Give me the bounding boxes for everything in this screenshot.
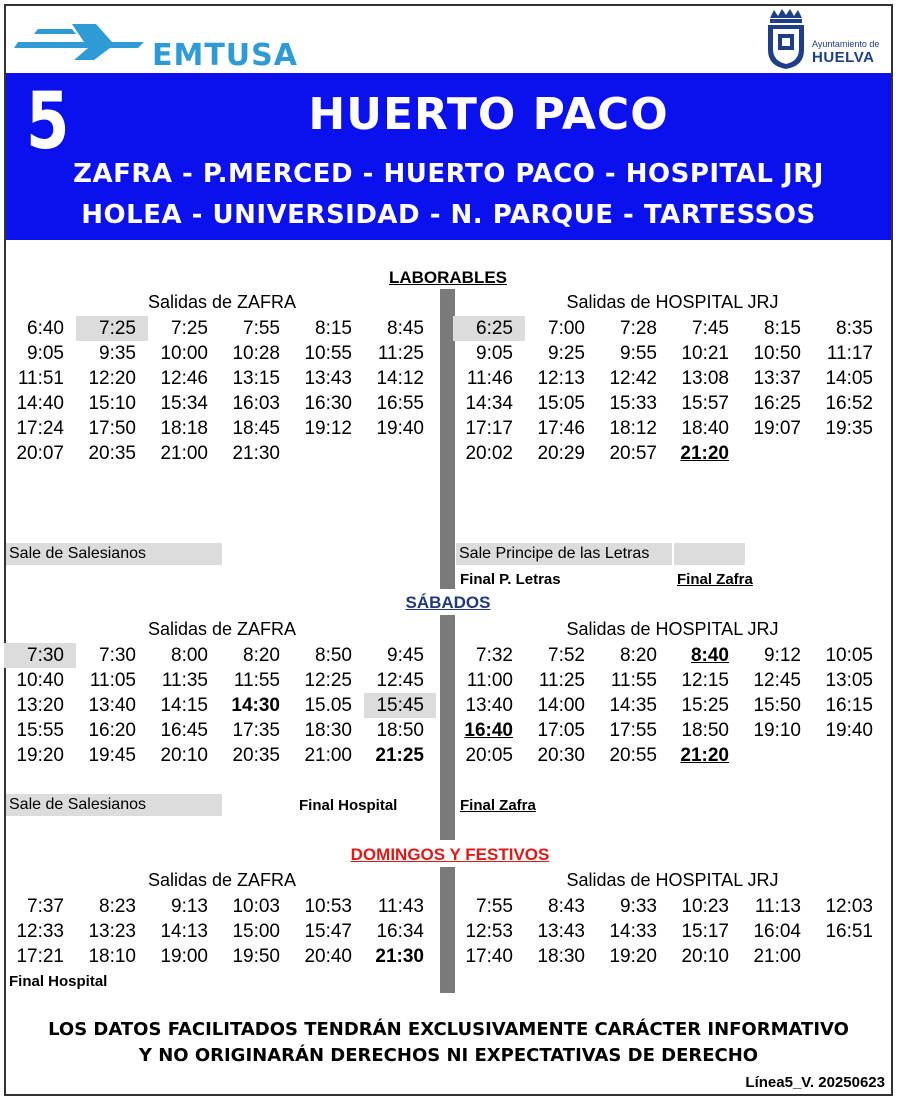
domingos-zafra-times: [4, 894, 436, 969]
departure-time: 8:20: [243, 645, 280, 666]
departure-time: 11:55: [610, 670, 657, 691]
departure-time: 13:23: [88, 921, 136, 942]
departure-time: 21:20: [680, 443, 729, 464]
departure-time: 9:45: [387, 645, 424, 666]
departure-time: 18:30: [304, 720, 352, 741]
departure-time: 8:15: [764, 318, 801, 339]
departure-time: 15:57: [681, 393, 729, 414]
disclaimer-line-1: LOS DATOS FACILITADOS TENDRÁN EXCLUSIVAMENTE CARÁCTER INFORMATIVO: [48, 1019, 849, 1040]
departure-time: 10:55: [304, 343, 352, 364]
departure-time: 13:40: [465, 695, 513, 716]
departure-time: 17:40: [465, 946, 513, 967]
departure-time: 18:45: [232, 418, 280, 439]
departure-time: 9:25: [548, 343, 585, 364]
departure-time: 15:50: [753, 695, 801, 716]
departure-time: 8:00: [171, 645, 208, 666]
departure-time: 15:25: [681, 695, 729, 716]
hospital-departures-title: Salidas de HOSPITAL JRJ: [566, 619, 779, 639]
departure-time: 20:05: [465, 745, 513, 766]
departure-time: 13:40: [88, 695, 136, 716]
departure-time: 18:18: [160, 418, 208, 439]
note-principe-letras: Sale Principe de las Letras: [456, 543, 672, 565]
departure-time: 15:55: [16, 720, 64, 741]
departure-time: 19:40: [825, 720, 873, 741]
departure-time: 9:12: [764, 645, 801, 666]
departure-time: 13:08: [681, 368, 729, 389]
departure-time: 13:20: [16, 695, 64, 716]
final-zafra-sabados: Final Zafra: [460, 797, 536, 814]
departure-time: 19:12: [304, 418, 352, 439]
departure-time: 12:15: [681, 670, 729, 691]
laborables-zafra-times: [4, 316, 436, 466]
departure-time: 9:55: [620, 343, 657, 364]
line-banner: [6, 73, 891, 240]
route-stops-1: ZAFRA - P.MERCED - HUERTO PACO - HOSPITAL JRJ: [73, 159, 824, 189]
departure-time: 12:53: [465, 921, 513, 942]
departure-time: 12:45: [376, 670, 424, 691]
route-stops-2: HOLEA - UNIVERSIDAD - N. PARQUE - TARTESSOS: [81, 200, 816, 230]
departure-time: 17:21: [16, 946, 64, 967]
departure-time: 12:25: [304, 670, 352, 691]
final-hospital-domingos: Final Hospital: [9, 973, 108, 990]
departure-time: 21:25: [375, 745, 424, 766]
departure-time: 18:12: [609, 418, 657, 439]
departure-time: 11:51: [17, 368, 64, 389]
hospital-departures-title: Salidas de HOSPITAL JRJ: [566, 292, 779, 312]
note-salesianos: Sale de Salesianos: [6, 794, 222, 816]
departure-time: 14:33: [609, 921, 657, 942]
departure-time: 10:03: [232, 896, 280, 917]
departure-time: 13:43: [537, 921, 585, 942]
section-title-laborables: LABORABLES: [388, 268, 508, 287]
departure-time: 15:47: [304, 921, 352, 942]
departure-time: 7:25: [171, 318, 208, 339]
emtusa-logo: [14, 16, 354, 73]
bus-arrow-icon: [14, 16, 154, 64]
departure-time: 16:52: [825, 393, 873, 414]
line-name: HUERTO PACO: [308, 89, 669, 140]
sabados-zafra-times: [4, 643, 436, 768]
departure-time: 16:51: [825, 921, 873, 942]
departure-time: 19:00: [160, 946, 208, 967]
departure-time: 16:34: [376, 921, 424, 942]
departure-time: 16:03: [232, 393, 280, 414]
departure-time: 17:55: [609, 720, 657, 741]
departure-time: 14:30: [231, 695, 280, 716]
departure-time: 17:17: [465, 418, 513, 439]
departure-time: 9:05: [27, 343, 64, 364]
departure-time: 10:50: [753, 343, 801, 364]
departure-time: 8:40: [690, 645, 729, 666]
departure-time: 17:05: [537, 720, 585, 741]
departure-time: 11:43: [377, 896, 424, 917]
line-number: 5: [26, 77, 70, 167]
departure-time: 8:15: [315, 318, 352, 339]
departure-time: 7:37: [27, 896, 64, 917]
departure-time: 8:23: [99, 896, 136, 917]
departure-time: 20:07: [16, 443, 64, 464]
departure-time: 16:20: [88, 720, 136, 741]
departure-time: 12:42: [609, 368, 657, 389]
departure-time: 14:40: [16, 393, 64, 414]
departure-time: 18:40: [681, 418, 729, 439]
departure-time: 10:23: [681, 896, 729, 917]
departure-time: 11:46: [466, 368, 513, 389]
departure-time: 19:35: [825, 418, 873, 439]
departure-time: 15:05: [537, 393, 585, 414]
departure-time: 15:10: [88, 393, 136, 414]
departure-time: 11:13: [754, 896, 801, 917]
departure-time: 7:55: [243, 318, 280, 339]
departure-time: 8:35: [836, 318, 873, 339]
departure-time: 14:05: [825, 368, 873, 389]
departure-time: 14:00: [537, 695, 585, 716]
departure-time: 19:40: [376, 418, 424, 439]
departure-time: 7:25: [76, 316, 148, 341]
departure-time: 10:21: [681, 343, 729, 364]
disclaimer-line-2: Y NO ORIGINARÁN DERECHOS NI EXPECTATIVAS DE DERECHO: [138, 1045, 759, 1066]
departure-time: 11:35: [161, 670, 208, 691]
departure-time: 16:30: [304, 393, 352, 414]
departure-time: 19:50: [232, 946, 280, 967]
departure-time: 20:29: [537, 443, 585, 464]
departure-time: 19:20: [609, 946, 657, 967]
departure-time: 18:50: [376, 720, 424, 741]
hospital-departures-title: Salidas de HOSPITAL JRJ: [566, 870, 779, 890]
zafra-departures-title: Salidas de ZAFRA: [147, 619, 297, 639]
departure-time: 12:13: [537, 368, 585, 389]
departure-time: 15:17: [681, 921, 729, 942]
domingos-hospital-times: [453, 894, 885, 969]
departure-time: 10:00: [160, 343, 208, 364]
departure-time: 16:25: [753, 393, 801, 414]
departure-time: 10:28: [232, 343, 280, 364]
sabados-hospital-times: [453, 643, 885, 768]
departure-time: 15:45: [364, 693, 436, 718]
departure-time: 10:40: [16, 670, 64, 691]
departure-time: 14:35: [609, 695, 657, 716]
departure-time: 11:05: [89, 670, 136, 691]
final-hospital-sabados: Final Hospital: [299, 797, 398, 814]
departure-time: 11:00: [466, 670, 513, 691]
departure-time: 17:35: [232, 720, 280, 741]
departure-time: 21:00: [304, 745, 352, 766]
departure-time: 21:30: [232, 443, 280, 464]
departure-time: 17:24: [16, 418, 64, 439]
note-highlight-box: [674, 543, 745, 565]
departure-time: 19:45: [88, 745, 136, 766]
departure-time: 8:43: [548, 896, 585, 917]
departure-time: 6:40: [27, 318, 64, 339]
departure-time: 9:13: [171, 896, 208, 917]
departure-time: 21:00: [753, 946, 801, 967]
departure-time: 18:30: [537, 946, 585, 967]
section-title-sabados: SÁBADOS: [405, 593, 491, 612]
departure-time: 12:33: [16, 921, 64, 942]
departure-time: 18:10: [88, 946, 136, 967]
departure-time: 15.05: [304, 695, 352, 716]
departure-time: 18:50: [681, 720, 729, 741]
departure-time: 8:50: [315, 645, 352, 666]
departure-time: 20:57: [609, 443, 657, 464]
departure-time: 6:25: [453, 316, 525, 341]
departure-time: 19:10: [753, 720, 801, 741]
final-p-letras: Final P. Letras: [460, 571, 561, 588]
departure-time: 16:15: [825, 695, 873, 716]
version-label: Línea5_V. 20250623: [745, 1074, 885, 1091]
departure-time: 14:13: [160, 921, 208, 942]
departure-time: 7:55: [476, 896, 513, 917]
huelva-crest-icon: [764, 8, 808, 70]
departure-time: 13:05: [825, 670, 873, 691]
departure-time: 8:45: [387, 318, 424, 339]
laborables-hospital-times: [453, 316, 885, 466]
note-salesianos: Sale de Salesianos: [6, 543, 222, 565]
departure-time: 15:33: [609, 393, 657, 414]
departure-time: 7:00: [548, 318, 585, 339]
departure-time: 16:55: [376, 393, 424, 414]
huelva-label: HUELVA: [812, 49, 875, 66]
departure-time: 19:20: [16, 745, 64, 766]
departure-time: 7:28: [620, 318, 657, 339]
brand-name: EMTUSA: [152, 38, 298, 73]
departure-time: 21:30: [375, 946, 424, 967]
departure-time: 7:30: [4, 643, 76, 668]
departure-time: 7:45: [692, 318, 729, 339]
departure-time: 20:35: [88, 443, 136, 464]
departure-time: 14:12: [376, 368, 424, 389]
departure-time: 21:00: [160, 443, 208, 464]
departure-time: 12:45: [753, 670, 801, 691]
departure-time: 20:10: [681, 946, 729, 967]
departure-time: 17:50: [88, 418, 136, 439]
departure-time: 13:15: [232, 368, 280, 389]
departure-time: 11:25: [538, 670, 585, 691]
departure-time: 16:45: [160, 720, 208, 741]
departure-time: 20:10: [160, 745, 208, 766]
departure-time: 7:30: [99, 645, 136, 666]
departure-time: 16:40: [464, 720, 513, 741]
departure-time: 8:20: [620, 645, 657, 666]
departure-time: 13:43: [304, 368, 352, 389]
departure-time: 9:33: [620, 896, 657, 917]
departure-time: 20:30: [537, 745, 585, 766]
departure-time: 20:55: [609, 745, 657, 766]
departure-time: 16:04: [753, 921, 801, 942]
zafra-departures-title: Salidas de ZAFRA: [147, 292, 297, 312]
ayuntamiento-label: Ayuntamiento de: [812, 39, 880, 49]
departure-time: 11:25: [377, 343, 424, 364]
departure-time: 12:46: [160, 368, 208, 389]
departure-time: 13:37: [753, 368, 801, 389]
departure-time: 20:02: [465, 443, 513, 464]
departure-time: 15:34: [160, 393, 208, 414]
departure-time: 14:34: [465, 393, 513, 414]
departure-time: 10:53: [304, 896, 352, 917]
departure-time: 17:46: [537, 418, 585, 439]
section-title-domingos: DOMINGOS Y FESTIVOS: [350, 845, 550, 864]
departure-time: 7:52: [548, 645, 585, 666]
departure-time: 20:35: [232, 745, 280, 766]
departure-time: 15:00: [232, 921, 280, 942]
departure-time: 12:03: [825, 896, 873, 917]
departure-time: 12:20: [88, 368, 136, 389]
departure-time: 10:05: [825, 645, 873, 666]
zafra-departures-title: Salidas de ZAFRA: [147, 870, 297, 890]
departure-time: 14:15: [160, 695, 208, 716]
final-zafra-laborables: Final Zafra: [677, 571, 753, 588]
departure-time: 21:20: [680, 745, 729, 766]
departure-time: 9:35: [99, 343, 136, 364]
departure-time: 9:05: [476, 343, 513, 364]
departure-time: 20:40: [304, 946, 352, 967]
departure-time: 11:17: [826, 343, 873, 364]
departure-time: 19:07: [753, 418, 801, 439]
departure-time: 7:32: [476, 645, 513, 666]
departure-time: 11:55: [233, 670, 280, 691]
